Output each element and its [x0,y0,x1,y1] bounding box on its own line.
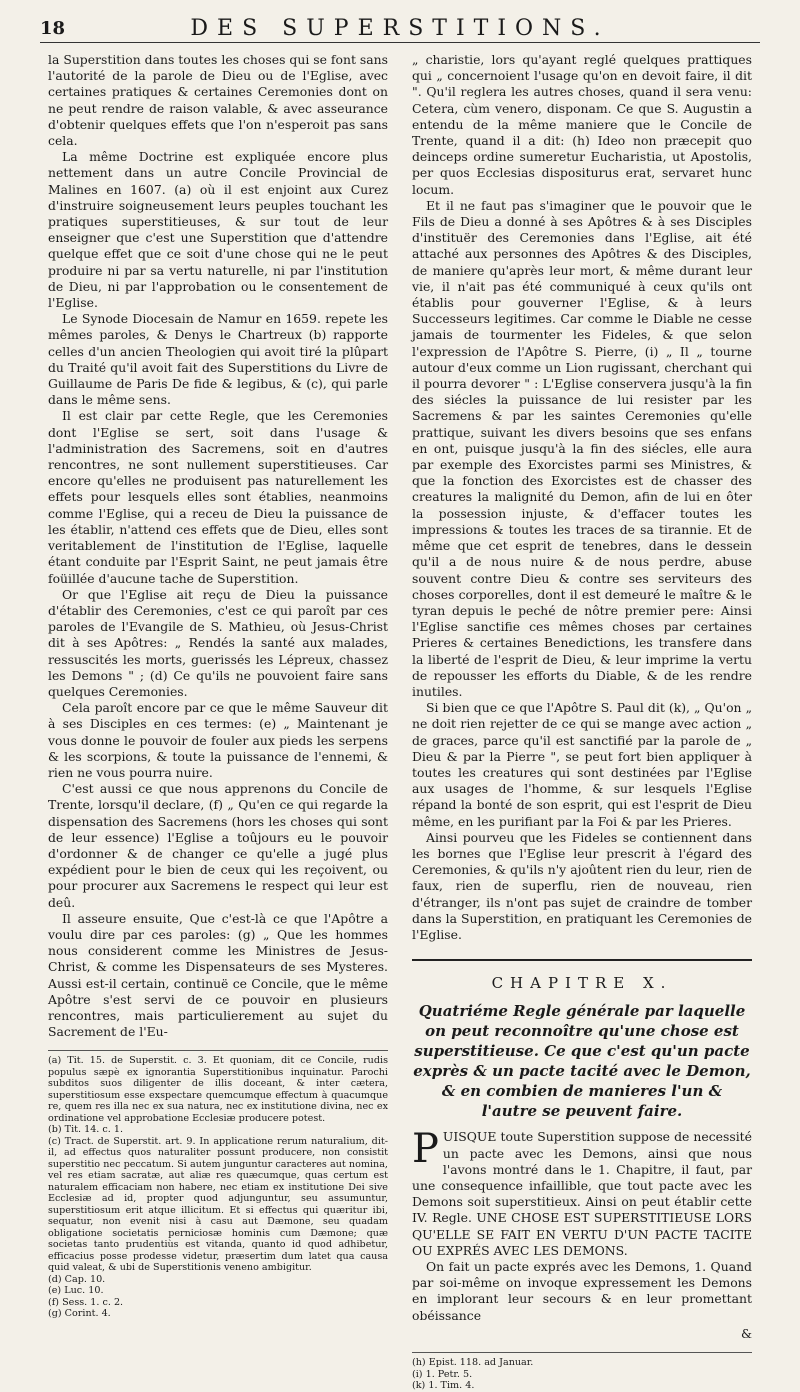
paragraph: Si bien que ce que l'Apôtre S. Paul dit (k), „ Qu'on „ ne doit rien rejetter de ce qui se mange avec action „ de graces, parce qu'il est sanctifié par la parole de „ Dieu & par la Pierre ", se peut fort bien appliquer à toutes les creatures qui sont destinées par l'Eglise aux usages de l'homme, & sur lesquels l'Eglise répand la bonté de son esprit, qui est l'esprit de Dieu même, en les purifiant par la Foi & par les Prieres. [412,700,752,829]
right-column [412,52,752,1392]
footnote: (d) Cap. 10. [48,1273,106,1285]
footnote: (e) Luc. 10. [48,1285,104,1297]
paragraph: Et il ne faut pas s'imaginer que le pouvoir que le Fils de Dieu a donné à ses Apôtres & à ses Disciples d'instituër des Ceremonies dans l'Eglise, ait été attaché aux personnes des Apôtres & des Disciples, de maniere qu'après leur mort, & même durant leur vie, il n'ait pas été communiqué à ceux qu'ils ont établis pour gouverner l'Eglise, & à leurs Successeurs legitimes. Car comme le Diable ne cesse jamais de tourmenter les Fideles, & que selon l'expression de l'Apôtre S. Pierre, (i) „ Il „ tourne autour d'eux comme un Lion rugissant, cherchant qui il pourra devorer " : L'Eglise conservera jusqu'à la fin des siécles la puissance de lui resister par les Sacremens & par les saintes Ceremonies qu'elle prattique, suivant les divers besoins que ses enfans en ont, puisque jusqu'à la fin des siécles, elle aura par exemple des Exorcistes parmi ses Ministres, & que la fonction des Exorcistes est de chasser des creatures la malignité du Demon, afin de lui en ôter la possession injuste, & d'effacer toutes les impressions & toutes les traces de sa tirannie. Et de même que cet esprit de tenebres, dans le dessein qu'il a de nous nuire & de nous perdre, abuse souvent contre Dieu & contre ses serviteurs des choses corporelles, dont il est demeuré le maître & le tyran depuis le peché de nôtre premier pere: Ainsi l'Eglise sanctifie ces mêmes choses par certaines Prieres & certaines Benedictions, les transfere dans la liberté de l'esprit de Dieu, & leur imprime la vertu de repousser les efforts du Diable, & de les rendre inutiles. [412,197,752,699]
paragraph: Le Synode Diocesain de Namur en 1659. repete les mêmes paroles, & Denys le Chartreux (b) rapporte celles d'un ancien Theologien qui avoit tiré la plûpart du Traité qu'il avoit fait des Superstitions du Livre de Guillaume de Paris De fide & legibus, & (c), qui parle dans le même sens. [48,311,388,408]
footnote: (h) Epist. 118. ad Januar. [412,1357,534,1369]
paragraph: Il asseure ensuite, Que c'est-là ce que l'Apôtre a voulu dire par ces paroles: (g) „ Que les hommes nous considerent comme les Ministres de Jesus-Christ, & comme les Dispensateurs de ses Mysteres. Aussi est-il certain, continuë ce Concile, que le même Apôtre s'est servi de ce pouvoir en plusieurs rencontres, mais particulierement au sujet du Sacrement de l'Eu- [48,910,388,1040]
chapter-title: Quatriéme Regle générale par laquelle on peut reconnoître qu'une chose est superstitieuse. Ce que c'est qu'un pacte exprès & un pacte tacité avec le Demon, & en combien de manieres l'un & l'autre se peuvent faire. [413,1002,751,1121]
paragraph: Cela paroît encore par ce que le même Sauveur dit à ses Disciples en ces termes: (e) „ Maintenant je vous donne le pouvoir de fouler aux pieds les serpens & les scorpions, & toute la puissance de l'ennemi, & rien ne vous pourra nuire. [48,700,388,780]
left-column [48,52,388,1320]
drop-cap: P [412,1126,439,1173]
paragraph: UISQUE toute Superstition suppose de necessité un pacte avec les Demons, ainsi que nous l'avons montré dans le 1. Chapitre, il faut, par une consequence infaillible, que tout pacte avec les Demons soit superstitieux. Ainsi on peut établir cette IV. Regle. UNE CHOSE EST SUPERSTITIEUSE LORS QU'ELLE SE FAIT EN VERTU D'UN PACTE TACITE OU EXPRÉS AVEC LES DEMONS. [412,1129,752,1258]
paragraph: Il est clair par cette Regle, que les Ceremonies dont l'Eglise se sert, soit dans l'usage & l'administration des Sacremens, soit en d'autres rencontres, ne sont nullement superstitieuses. Car encore qu'elles ne produisent pas naturellement les effets pour lesquels elles sont établies, neanmoins comme l'Eglise, qui a receu de Dieu la puissance de les établir, n'attend ces effets que de Dieu, elles sont veritablement de l'institution de l'Eglise, laquelle étant conduite par l'Esprit Saint, ne peut jamais être foüillée d'aucune tache de Superstition. [48,408,388,586]
footnote: (i) 1. Petr. 5. [412,1368,473,1380]
footnote: (g) Corint. 4. [48,1308,111,1320]
paragraph: Or que l'Eglise ait reçu de Dieu la puissance d'établir des Ceremonies, c'est ce qui paroît par ces paroles de l'Evangile de S. Mathieu, où Jesus-Christ dit à ses Apôtres: „ Rendés la santé aux malades, ressuscités les morts, guerissés les Lépreux, chassez les Demons " ; (d) Ce qu'ils ne pouvoient faire sans quelques Ceremonies. [48,586,388,699]
footnote: (c) Tract. de Superstit. art. 9. In applicatione rerum naturalium, dit-il, ad effectus quos naturaliter possunt producere, non consistit superstitio nec peccatum. Si autem junguntur caracteres aut nomina, vel res etiam sacratæ, aut aliæ res quæcumque, quas certum est naturalem efficaciam non habere, nec etiam ex institutione Dei sive Ecclesiæ ad id, propter quod adjunguntur, seu assumuntur, superstitiosum erit atque illicitum. Et si effectus qui quæritur ibi, sequatur, non evenit nisi à casu aut Dæmone, seu quadam obligatione societatis perniciosæ hominis cum Dæmone; quæ societas tanto prudentiùs est vitanda, quanto id quod adhibetur, efficacius posse prodesse videtur, præsertim dum latet qua causa quid valeat, & ubi de Superstitionis veneno ambigitur. [48,1135,388,1274]
footnote: (a) Tit. 15. de Superstit. c. 3. Et quoniam, dit ce Concile, rudis populus sæpè ex ignorantia Superstitionibus inquinatur. Parochi subditos suos diligenter de illis doceant, & inter cætera, superstitiosum esse exspectare quemcumque effectum à quacumque re, quem res illa nec ex sua natura, nec ex institutione divina, nec ex ordinatione vel approbatione Ecclesiæ producere potest. [48,1055,388,1124]
footnote: (f) Sess. 1. c. 2. [48,1296,124,1308]
page-number: 18 [40,18,66,39]
footnotes [412,1352,752,1392]
footnote: (b) Tit. 14. c. 1. [48,1124,124,1136]
catchword: & [740,1325,752,1341]
chapter-heading: CHAPITRE X. [412,959,752,991]
paragraph: Ainsi pourveu que les Fideles se contiennent dans les bornes que l'Eglise leur prescrit à l'égard des Ceremonies, & qu'ils n'y ajoûtent rien du leur, rien de faux, rien de superflu, rien de nouveau, rien d'étranger, ils n'ont pas sujet de craindre de tomber dans la Superstition, en pratiquant les Ceremonies de l'Eglise. [412,829,752,942]
footnotes [48,1050,388,1320]
paragraph: On fait un pacte exprés avec les Demons, 1. Quand par soi-même on invoque expressement les Demons en implorant leur secours & en leur promettant obéissance [412,1259,752,1323]
paragraph: C'est aussi ce que nous apprenons du Concile de Trente, lorsqu'il declare, (f) „ Qu'en ce qui regarde la dispensation des Sacremens (hors les choses qui sont de leur essence) l'Eglise a toûjours eu le pouvoir d'ordonner & de changer ce qu'elle a jugé plus expédient pour le bien de ceux qui les reçoivent, ou pour procurer aux Sacremens le respect qui leur est deû. [48,781,388,910]
paragraph: la Superstition dans toutes les choses qui se font sans l'autorité de la parole de Dieu ou de l'Eglise, avec certaines pratiques & certaines Ceremonies dont on ne peut rendre de raison valable, & avec asseurance d'obtenir quelques effets que l'on n'esperoit pas sans cela. [48,52,388,149]
paragraph: „ charistie, lors qu'ayant reglé quelques prattiques qui „ concernoient l'usage qu'on en devoit faire, il dit ". Qu'il reglera les autres choses, quand il sera venu: Cetera, cùm venero, disponam. Ce que S. Augustin a entendu de la même maniere que le Concile de Trente, quand il a dit: (h) Ideo non præcepit quo deinceps ordine sumeretur Eucharistia, ut Apostolis, per quos Ecclesias dispositurus erat, servaret hunc locum. [412,52,752,197]
page-header [40,12,760,43]
paragraph: La même Doctrine est expliquée encore plus nettement dans un autre Concile Provincial de Malines en 1607. (a) où il est enjoint aux Curez d'instruire soigneusement leurs peuples touchant les pratiques superstitieuses, & sur tout de leur enseigner que c'est une Superstition que d'attendre quelque effet que ce soit d'une chose qui ne le peut produire ni par sa vertu naturelle, ni par l'institution de Dieu, ni par l'approbation ou le consentement de l'Eglise. [48,149,388,311]
footnote: (k) 1. Tim. 4. [412,1380,475,1392]
running-title: DES SUPERSTITIONS. [190,16,610,41]
